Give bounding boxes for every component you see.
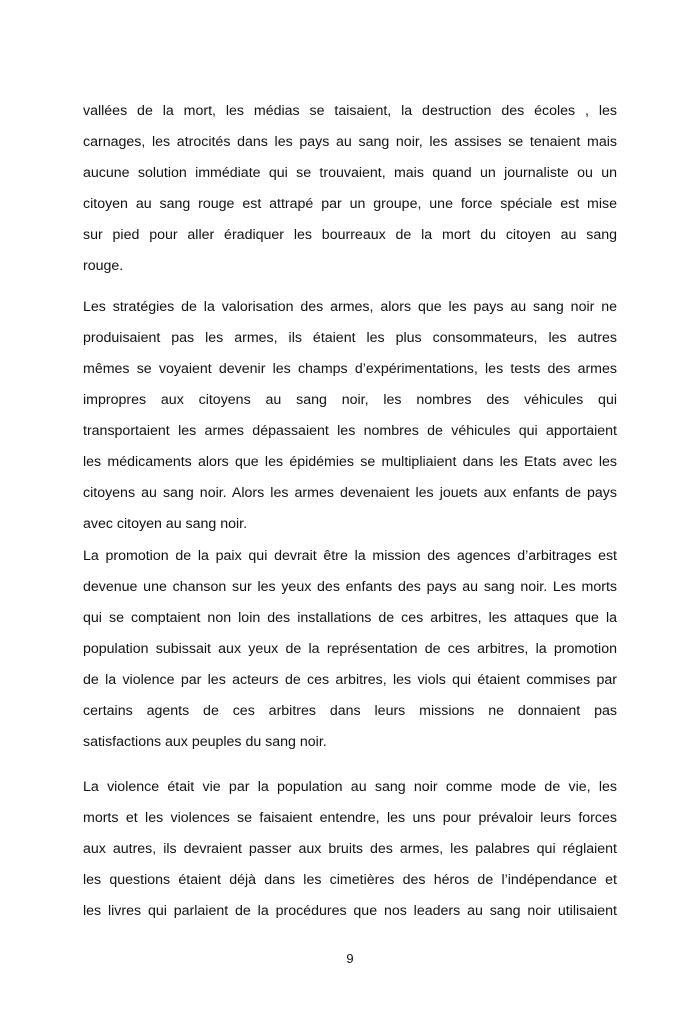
text-line: aucune solution immédiate qui se trouvaient, mais quand un journaliste ou un: [83, 165, 617, 181]
text-line: les livres qui parlaient de la procédures que nos leaders au sang noir utilisaient: [83, 903, 617, 919]
text-line: morts et les violences se faisaient entendre, les uns pour prévaloir leurs forces: [83, 810, 617, 826]
text-line: produisaient pas les armes, ils étaient les plus consommateurs, les autres: [83, 330, 617, 346]
paragraph-1: [83, 96, 617, 282]
text-line: La promotion de la paix qui devrait être la mission des agences d’arbitrages est: [83, 548, 617, 564]
text-line: satisfactions aux peuples du sang noir.: [83, 734, 327, 750]
text-line: transportaient les armes dépassaient les nombres de véhicules qui apportaient: [83, 423, 617, 439]
text-line: Les stratégies de la valorisation des armes, alors que les pays au sang noir ne: [83, 299, 617, 315]
text-line: mêmes se voyaient devenir les champs d’expérimentations, les tests des armes: [83, 361, 617, 377]
text-line: devenue une chanson sur les yeux des enfants des pays au sang noir. Les morts: [83, 579, 617, 595]
text-line: citoyens au sang noir. Alors les armes devenaient les jouets aux enfants de pays: [83, 485, 617, 501]
paragraph-3: [83, 541, 617, 758]
paragraph-4: [83, 772, 617, 927]
text-line: carnages, les atrocités dans les pays au sang noir, les assises se tenaient mais: [83, 134, 617, 150]
text-line: avec citoyen au sang noir.: [83, 516, 248, 532]
text-line: citoyen au sang rouge est attrapé par un groupe, une force spéciale est mise: [83, 196, 617, 212]
text-line: aux autres, ils devraient passer aux bruits des armes, les palabres qui réglaient: [83, 841, 617, 857]
text-line: population subissait aux yeux de la représentation de ces arbitres, la promotion: [83, 641, 617, 657]
paragraph-2: [83, 292, 617, 540]
text-line: rouge.: [83, 258, 124, 274]
text-line: qui se comptaient non loin des installations de ces arbitres, les attaques que la: [83, 610, 617, 626]
text-line: les questions étaient déjà dans les cimetières des héros de l’indépendance et: [83, 872, 617, 888]
page-number: 9: [346, 951, 354, 966]
text-line: vallées de la mort, les médias se taisaient, la destruction des écoles , les: [83, 103, 617, 119]
text-line: certains agents de ces arbitres dans leurs missions ne donnaient pas: [83, 703, 617, 719]
text-line: de la violence par les acteurs de ces arbitres, les viols qui étaient commises par: [83, 672, 617, 688]
text-line: impropres aux citoyens au sang noir, les nombres des véhicules qui: [83, 392, 617, 408]
text-line: les médicaments alors que les épidémies se multipliaient dans les Etats avec les: [83, 454, 617, 470]
text-line: sur pied pour aller éradiquer les bourreaux de la mort du citoyen au sang: [83, 227, 617, 243]
text-line: La violence était vie par la population au sang noir comme mode de vie, les: [83, 779, 617, 795]
